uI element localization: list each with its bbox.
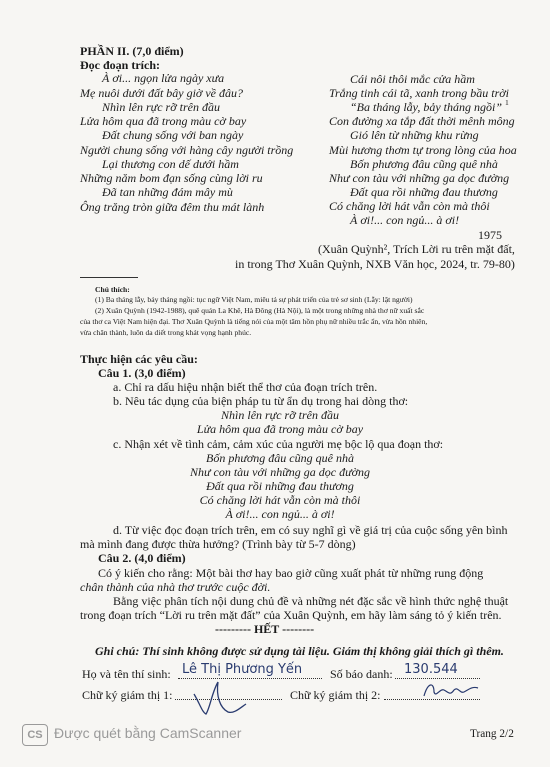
camscanner-logo bbox=[22, 724, 48, 746]
poem-line: Đất qua rồi những đau thương bbox=[350, 185, 498, 199]
quoted-verse: Đất qua rồi những đau thương bbox=[206, 479, 354, 493]
sbd-label: Số báo danh: bbox=[330, 667, 393, 681]
footer-note: Ghi chú: Thí sinh không được sử dụng tài liệu. Giám thị không giải thích gì thêm. bbox=[95, 644, 504, 658]
quoted-verse: Có chăng lời hát vẫn còn mà thôi bbox=[199, 493, 361, 507]
poem-line: Bốn phương đâu cũng quê nhà bbox=[350, 157, 498, 171]
question-1a: a. Chỉ ra dấu hiệu nhận biết thể thơ của đoạn trích trên. bbox=[113, 380, 378, 394]
quoted-verse: Lửa hôm qua đã trong màu cờ bay bbox=[196, 422, 364, 436]
poem-line: Lại thương con dế dưới hầm bbox=[102, 157, 239, 171]
poem-line: Đất chung sống với ban ngày bbox=[102, 128, 244, 142]
source-line: in trong Thơ Xuân Quỳnh, NXB Văn học, 2024, tr. 79-80) bbox=[235, 257, 515, 271]
invigilator-1-label: Chữ ký giám thị 1: bbox=[82, 688, 173, 702]
poem-line: Cái nôi thôi mắc cửa hầm bbox=[350, 72, 475, 86]
poem-line: “Ba tháng lẫy, bảy tháng ngồi” bbox=[350, 100, 503, 114]
poem-line: Lửa hôm qua đã trong màu cờ bay bbox=[80, 114, 247, 128]
question-1d: d. Từ việc đọc đoạn trích trên, em có suy nghĩ gì về giá trị của cuộc sống yên bình bbox=[113, 523, 508, 537]
part-title: PHẦN II. (7,0 điểm) bbox=[80, 44, 184, 58]
candidate-name-handwritten: Lê Thị Phương Yến bbox=[182, 662, 303, 677]
note-2: (2) Xuân Quỳnh (1942-1988), quê quán La Khê, Hà Đông (Hà Nội), là một trong những nhà thơ nữ xuất sắc bbox=[95, 306, 425, 315]
poem-line: Như con tàu với những ga dọc đường bbox=[329, 171, 510, 185]
invigilator-2-label: Chữ ký giám thị 2: bbox=[290, 688, 381, 702]
quoted-verse: Bốn phương đâu cũng quê nhà bbox=[206, 451, 354, 465]
year: 1975 bbox=[478, 228, 502, 242]
quoted-verse: Như con tàu với những ga dọc đường bbox=[189, 465, 371, 479]
requirements-title: Thực hiện các yêu cầu: bbox=[80, 352, 198, 366]
reading-title: Đọc đoạn trích: bbox=[80, 58, 160, 72]
poem-line: À ơi!... con ngủ... à ơi! bbox=[350, 213, 460, 227]
question-1-title: Câu 1. (3,0 điểm) bbox=[98, 366, 186, 380]
question-2-text: Bằng việc phân tích nội dung chủ đề và những nét đặc sắc về hình thức nghệ thuật bbox=[113, 594, 509, 608]
question-1d: mà mình đang được thừa hưởng? (Trình bày từ 5-7 dòng) bbox=[80, 537, 356, 551]
question-2-text: trong đoạn trích “Lời ru trên mặt đất” của Xuân Quỳnh, em hãy làm sáng tỏ ý kiến trên. bbox=[80, 608, 502, 622]
question-2-text: chân thành của nhà thơ trước cuộc đời. bbox=[80, 580, 271, 594]
quoted-verse: Nhìn lên rực rỡ trên đầu bbox=[221, 408, 339, 422]
source-line: (Xuân Quỳnh², Trích Lời ru trên mặt đất, bbox=[318, 242, 515, 256]
question-2-title: Câu 2. (4,0 điểm) bbox=[98, 551, 186, 565]
end-mark: --------- HẾT -------- bbox=[215, 622, 315, 636]
poem-line: Có chăng lời hát vẫn còn mà thôi bbox=[329, 199, 490, 213]
poem-line: Những năm bom đạn sống cùng lời ru bbox=[80, 171, 263, 185]
poem-line: Gió lên từ những khu rừng bbox=[350, 128, 479, 142]
camscanner-text: Được quét bằng CamScanner bbox=[54, 725, 242, 741]
page-number: Trang 2/2 bbox=[470, 728, 514, 740]
question-1b: b. Nêu tác dụng của biện pháp tu từ ẩn dụ trong hai dòng thơ: bbox=[113, 394, 409, 408]
divider bbox=[80, 277, 138, 278]
poem-line: Mẹ nuôi dưới đất bây giờ về đâu? bbox=[80, 86, 243, 100]
poem-line: À ơi... ngọn lửa ngày xưa bbox=[102, 71, 225, 85]
note-1: (1) Ba tháng lẫy, bảy tháng ngồi: tục ngữ Việt Nam, miêu tả sự phát triển của trẻ sơ sinh (Lẫy: lật người) bbox=[95, 295, 413, 304]
note-2: vừa chân thành, luôn da diết trong khát vọng hạnh phúc. bbox=[80, 328, 252, 337]
signature-2 bbox=[420, 678, 484, 704]
poem-line: Người chung sống với hàng cây người trồng bbox=[80, 143, 294, 157]
poem-line: Mùi hương thơm tự trong lòng của hoa bbox=[329, 143, 517, 157]
poem-line: Đã tan những đám mây mù bbox=[102, 185, 233, 199]
poem-line: Trắng tinh cái tã, xanh trong bầu trời bbox=[329, 86, 509, 100]
poem-line: Ông trăng tròn giữa đêm thu mát lành bbox=[80, 200, 265, 214]
question-1c: c. Nhận xét về tình cảm, cảm xúc của người mẹ bộc lộ qua đoạn thơ: bbox=[113, 437, 444, 451]
quoted-verse: À ơi!... con ngủ... à ơi! bbox=[225, 507, 335, 521]
question-2-text: Có ý kiến cho rằng: Một bài thơ hay bao giờ cũng xuất phát từ những rung động bbox=[98, 566, 484, 580]
candidate-name-label: Họ và tên thí sinh: bbox=[82, 667, 171, 681]
sbd-handwritten: 130.544 bbox=[404, 662, 458, 677]
notes-title: Chú thích: bbox=[95, 285, 130, 294]
signature-1 bbox=[190, 678, 250, 720]
poem-line: Con đường xa tắp đất thời mênh mông bbox=[329, 114, 515, 128]
camscanner-logo-text: CS bbox=[27, 729, 43, 741]
note-2: của thơ ca Việt Nam hiện đại. Thơ Xuân Quỳnh là tiếng nói của một tâm hồn phụ nữ nhiều trắc ẩn, vừa hồn nhiên, bbox=[80, 317, 428, 326]
poem-line: Nhìn lên rực rỡ trên đầu bbox=[102, 100, 220, 114]
footnote-marker: 1 bbox=[505, 98, 509, 107]
